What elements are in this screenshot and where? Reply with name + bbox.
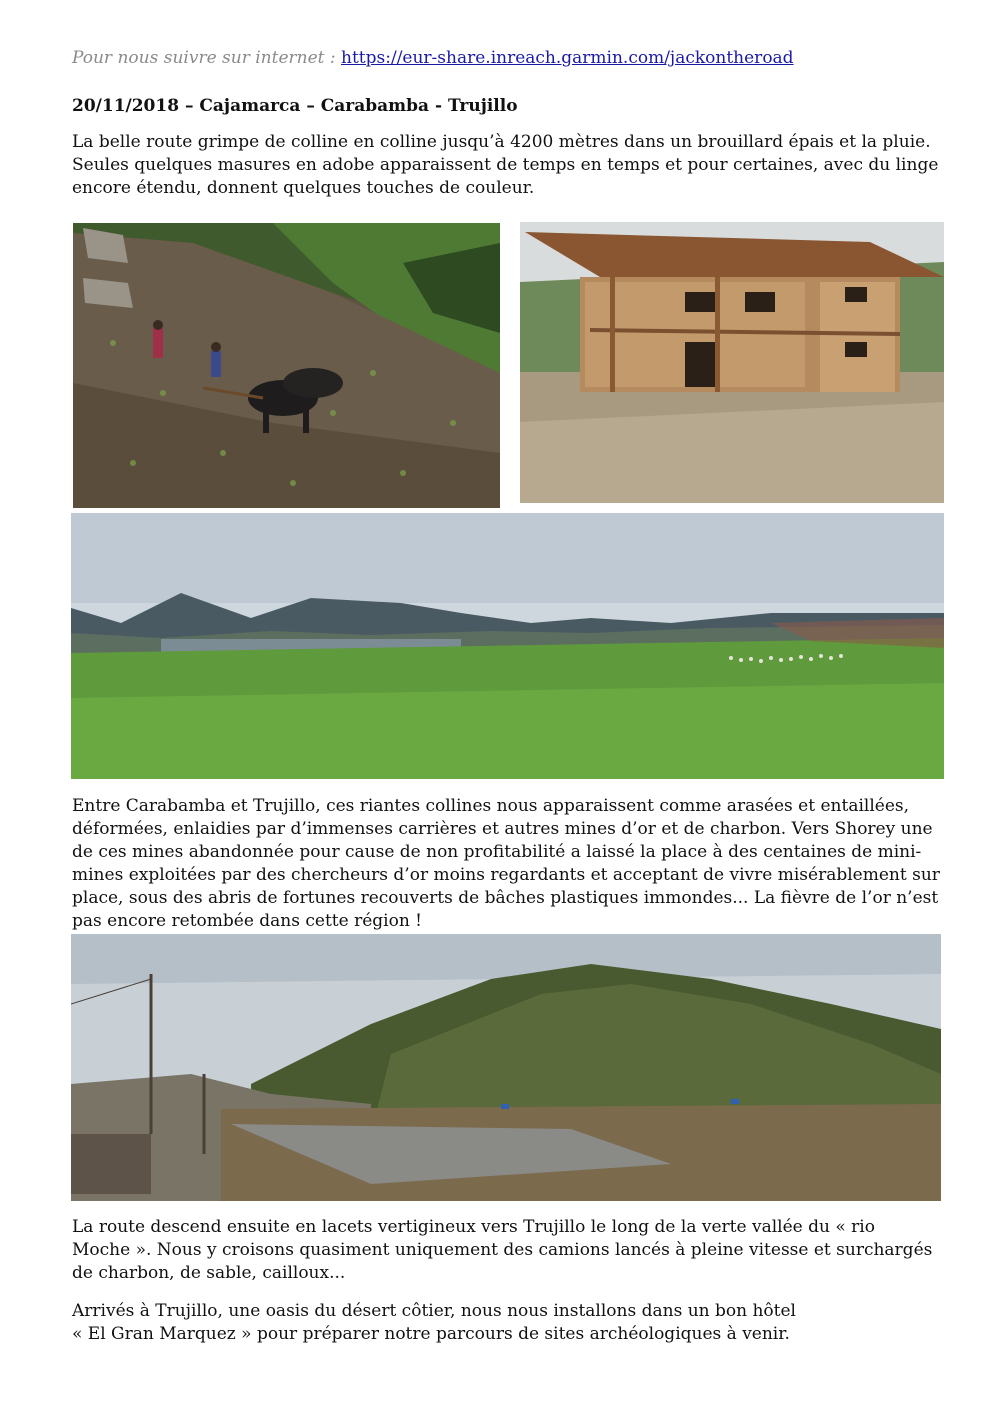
text-line: de charbon, de sable, cailloux... (72, 1263, 346, 1283)
text-line: pas encore retombée dans cette région ! (72, 911, 423, 931)
text-line: de ces mines abandonnée pour cause de non profitabilité a laissé la place à des centaines de mini- (72, 842, 922, 862)
paragraph-arrival (72, 1300, 942, 1346)
photo-lake-panorama (71, 513, 944, 779)
paragraph-route (72, 131, 942, 200)
text-line: Arrivés à Trujillo, une oasis du désert côtier, nous nous installons dans un bon hôtel (72, 1301, 796, 1321)
photo-mine-valley (71, 934, 941, 1201)
text-line: déformées, enlaidies par d’immenses carrières et autres mines d’or et de charbon. Vers Shorey une (72, 819, 933, 839)
text-line: mines exploitées par des chercheurs d’or moins regardants et acceptant de vivre misérablement sur (72, 865, 940, 885)
paragraph-descent (72, 1216, 942, 1285)
entry-title: 20/11/2018 – Cajamarca – Carabamba - Trujillo (72, 96, 518, 116)
text-line: Entre Carabamba et Trujillo, ces riantes collines nous apparaissent comme arasées et entaillées, (72, 796, 910, 816)
text-line: La belle route grimpe de colline en colline jusqu’à 4200 mètres dans un brouillard épais et la pluie. (72, 132, 931, 152)
text-line: encore étendu, donnent quelques touches de couleur. (72, 178, 535, 198)
tracking-link[interactable]: https://eur-share.inreach.garmin.com/jackontheroad (341, 48, 794, 68)
photo-oxen-plough (73, 223, 500, 508)
follow-label: Pour nous suivre sur internet : (72, 48, 342, 68)
text-line: Seules quelques masures en adobe apparaissent de temps en temps et pour certaines, avec du linge (72, 155, 939, 175)
text-line: place, sous des abris de fortunes recouverts de bâches plastiques immondes... La fièvre de l’or n’est (72, 888, 939, 908)
text-line: « El Gran Marquez » pour préparer notre parcours de sites archéologiques à venir. (72, 1324, 790, 1344)
paragraph-mines (72, 795, 942, 933)
text-line: La route descend ensuite en lacets vertigineux vers Trujillo le long de la verte vallée du « rio (72, 1217, 875, 1237)
follow-line (72, 47, 794, 70)
photo-adobe-house (520, 222, 944, 503)
text-line: Moche ». Nous y croisons quasiment uniquement des camions lancés à pleine vitesse et surchargés (72, 1240, 933, 1260)
